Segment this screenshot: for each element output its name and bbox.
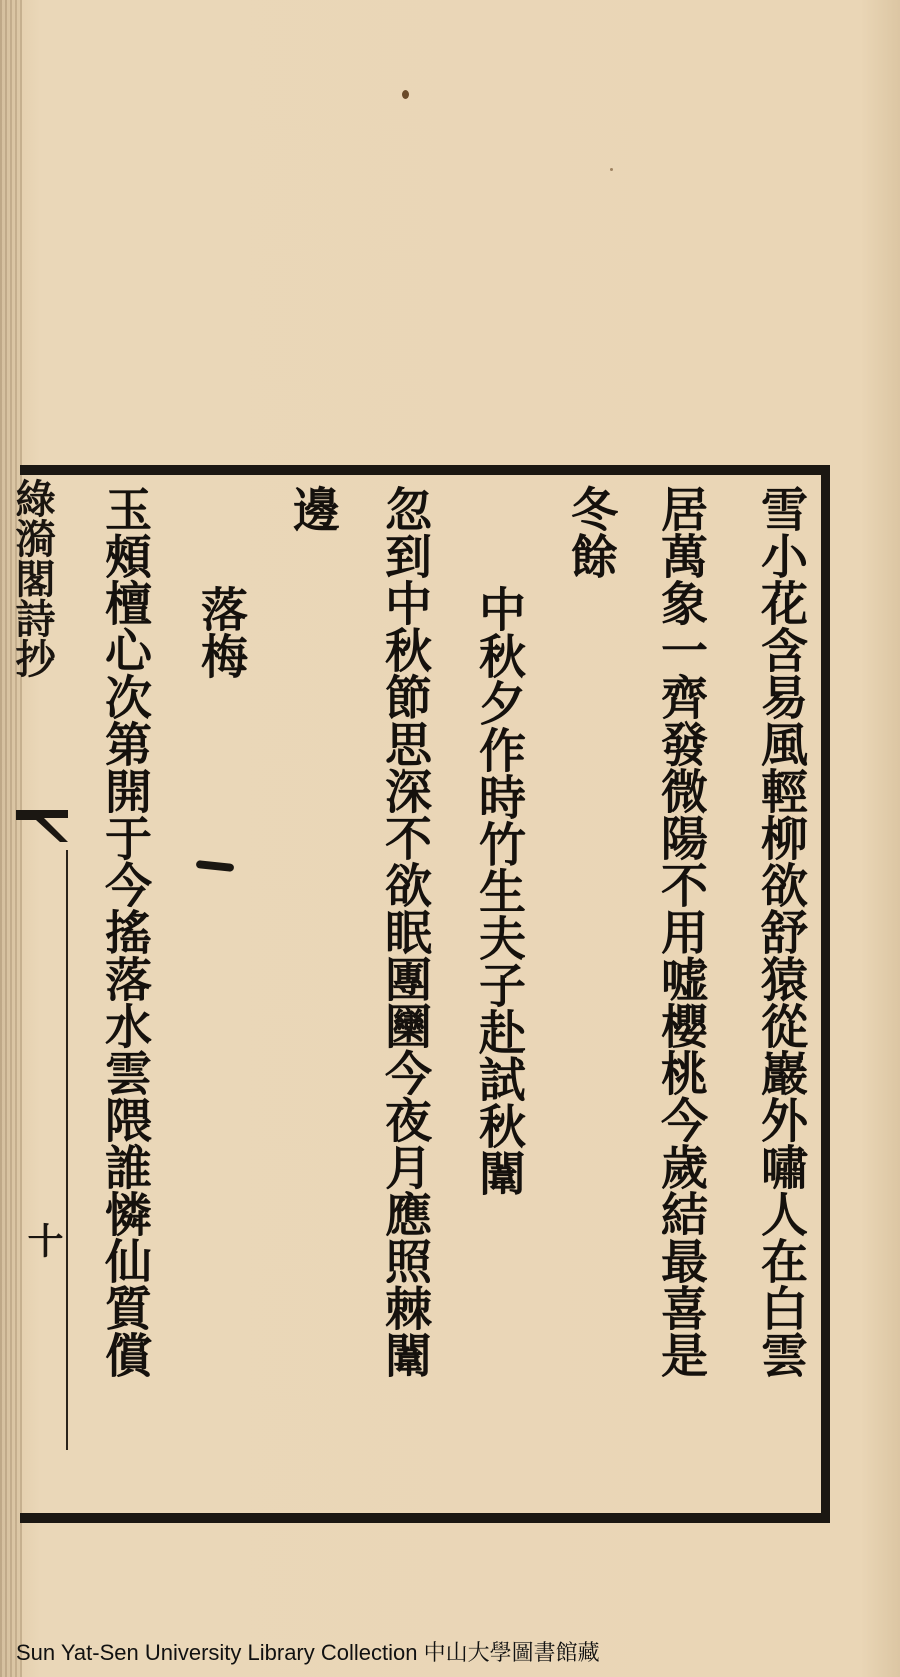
- book-title: 綠漪閣詩抄: [9, 478, 56, 678]
- text-column-7: 落梅: [193, 585, 248, 679]
- text-column-2: 居萬象一齊發微陽不用嘘櫻桃今歲結最喜是: [653, 485, 708, 1378]
- ink-spot: [402, 90, 409, 99]
- margin-rule: [66, 850, 68, 1450]
- text-column-3: 冬餘: [563, 485, 618, 579]
- text-column-1: 雪小花含易風輕柳欲舒猿從巖外嘯人在白雲: [753, 485, 808, 1378]
- library-credit: Sun Yat-Sen University Library Collection 中山大學圖書館藏: [16, 1640, 600, 1665]
- text-column-5: 忽到中秋節思深不欲眠團圞今夜月應照棘闈: [377, 485, 432, 1378]
- text-column-4: 中秋夕作時竹生夫子赴試秋闈: [471, 585, 526, 1196]
- ink-spot: [610, 168, 613, 171]
- page-number: 十: [22, 1222, 64, 1258]
- text-column-6: 邊: [285, 485, 340, 532]
- fish-tail-mark-icon: [14, 808, 70, 844]
- text-column-8: 玉頰檀心次第開于今搖落水雲隈誰憐仙質償: [97, 485, 152, 1378]
